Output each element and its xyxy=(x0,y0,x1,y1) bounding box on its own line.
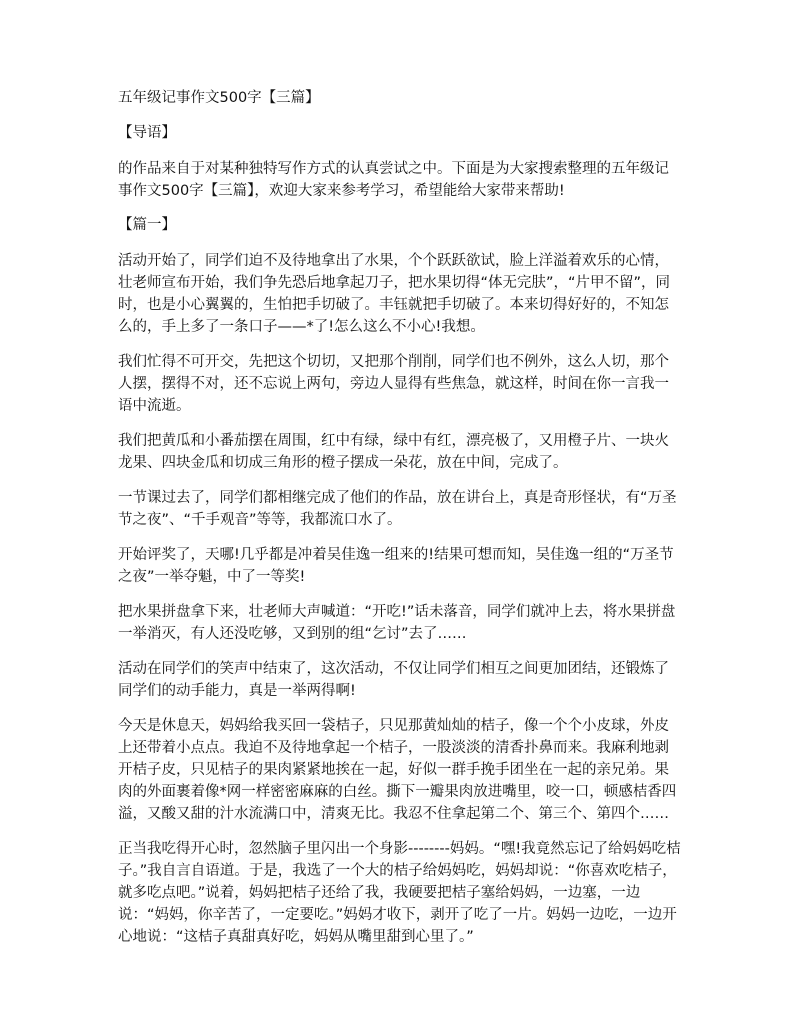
intro-heading: 【导语】 xyxy=(118,125,176,141)
body-paragraph: 一节课过去了，同学们都相继完成了他们的作品，放在讲台上，真是奇形怪状，有“万圣节之夜”、“千手观音”等等，我都流口水了。 xyxy=(118,490,677,528)
document-title: 五年级记事作文500字【三篇】 xyxy=(118,90,320,106)
document-page xyxy=(118,88,683,961)
body-paragraph: 今天是休息天，妈妈给我买回一袋桔子，只见那黄灿灿的桔子，像一个个小皮球，外皮上还带着小点点。我迫不及待地拿起一个桔子，一股淡淡的清香扑鼻而来。我麻利地剥开桔子皮，只见桔子的果肉紧紧地挨在一起，好似一群手挽手团坐在一起的亲兄弟。果肉的外面裹着像*网一样密密麻麻的白丝。撕下一瓣果肉放进嘴里，咬一口，顿感桔香四溢，又酸又甜的汁水流满口中，清爽无比。我忍不住拿起第二个、第三个、第四个…… xyxy=(118,718,677,822)
part-one-heading: 【篇一】 xyxy=(118,217,176,233)
body-paragraph: 活动在同学们的笑声中结束了，这次活动，不仅让同学们相互之间更加团结，还锻炼了同学们的动手能力，真是一举两得啊! xyxy=(118,661,669,699)
body-paragraph: 正当我吃得开心时，忽然脑子里闪出一个身影--------妈妈。“嘿!我竟然忘记了给妈妈吃桔子。”我自言自语道。于是，我选了一个大的桔子给妈妈吃，妈妈却说：“你喜欢吃桔子，就多吃点吧。”说着，妈妈把桔子还给了我，我硬要把桔子塞给妈妈，一边塞，一边说：“妈妈，你辛苦了，一定要吃。”妈妈才收下，剥开了吃了一片。妈妈一边吃，一边开心地说：“这桔子真甜真好吃，妈妈从嘴里甜到心里了。” xyxy=(118,841,681,945)
intro-paragraph: 的作品来自于对某种独特写作方式的认真尝试之中。下面是为大家搜索整理的五年级记事作文500字【三篇】，欢迎大家来参考学习，希望能给大家带来帮助! xyxy=(118,161,669,199)
body-paragraph: 我们把黄瓜和小番茄摆在周围，红中有绿，绿中有红，漂亮极了，又用橙子片、一块火龙果、四块金瓜和切成三角形的橙子摆成一朵花，放在中间，完成了。 xyxy=(118,433,669,471)
body-paragraph: 我们忙得不可开交，先把这个切切，又把那个削削，同学们也不例外，这么人切，那个人摆，摆得不对，还不忘说上两句，旁边人显得有些焦急，就这样，时间在你一言我一语中流逝。 xyxy=(118,354,669,414)
body-paragraph: 把水果拼盘拿下来，壮老师大声喊道：“开吃!”话未落音，同学们就冲上去，将水果拼盘一举消灭，有人还没吃够，又到别的组“乞讨”去了…… xyxy=(118,604,676,642)
body-paragraph: 开始评奖了，天哪!几乎都是冲着吴佳逸一组来的!结果可想而知，吴佳逸一组的“万圣节之夜”一举夺魁，中了一等奖! xyxy=(118,547,674,585)
body-paragraph: 活动开始了，同学们迫不及待地拿出了水果，个个跃跃欲试，脸上洋溢着欢乐的心情，壮老师宣布开始，我们争先恐后地拿起刀子，把水果切得“体无完肤”，“片甲不留”，同时，也是小心翼翼的，生怕把手切破了。丰钰就把手切破了。本来切得好好的，不知怎么的，手上多了一条口子——*了!怎么这么不小心!我想。 xyxy=(118,253,671,335)
